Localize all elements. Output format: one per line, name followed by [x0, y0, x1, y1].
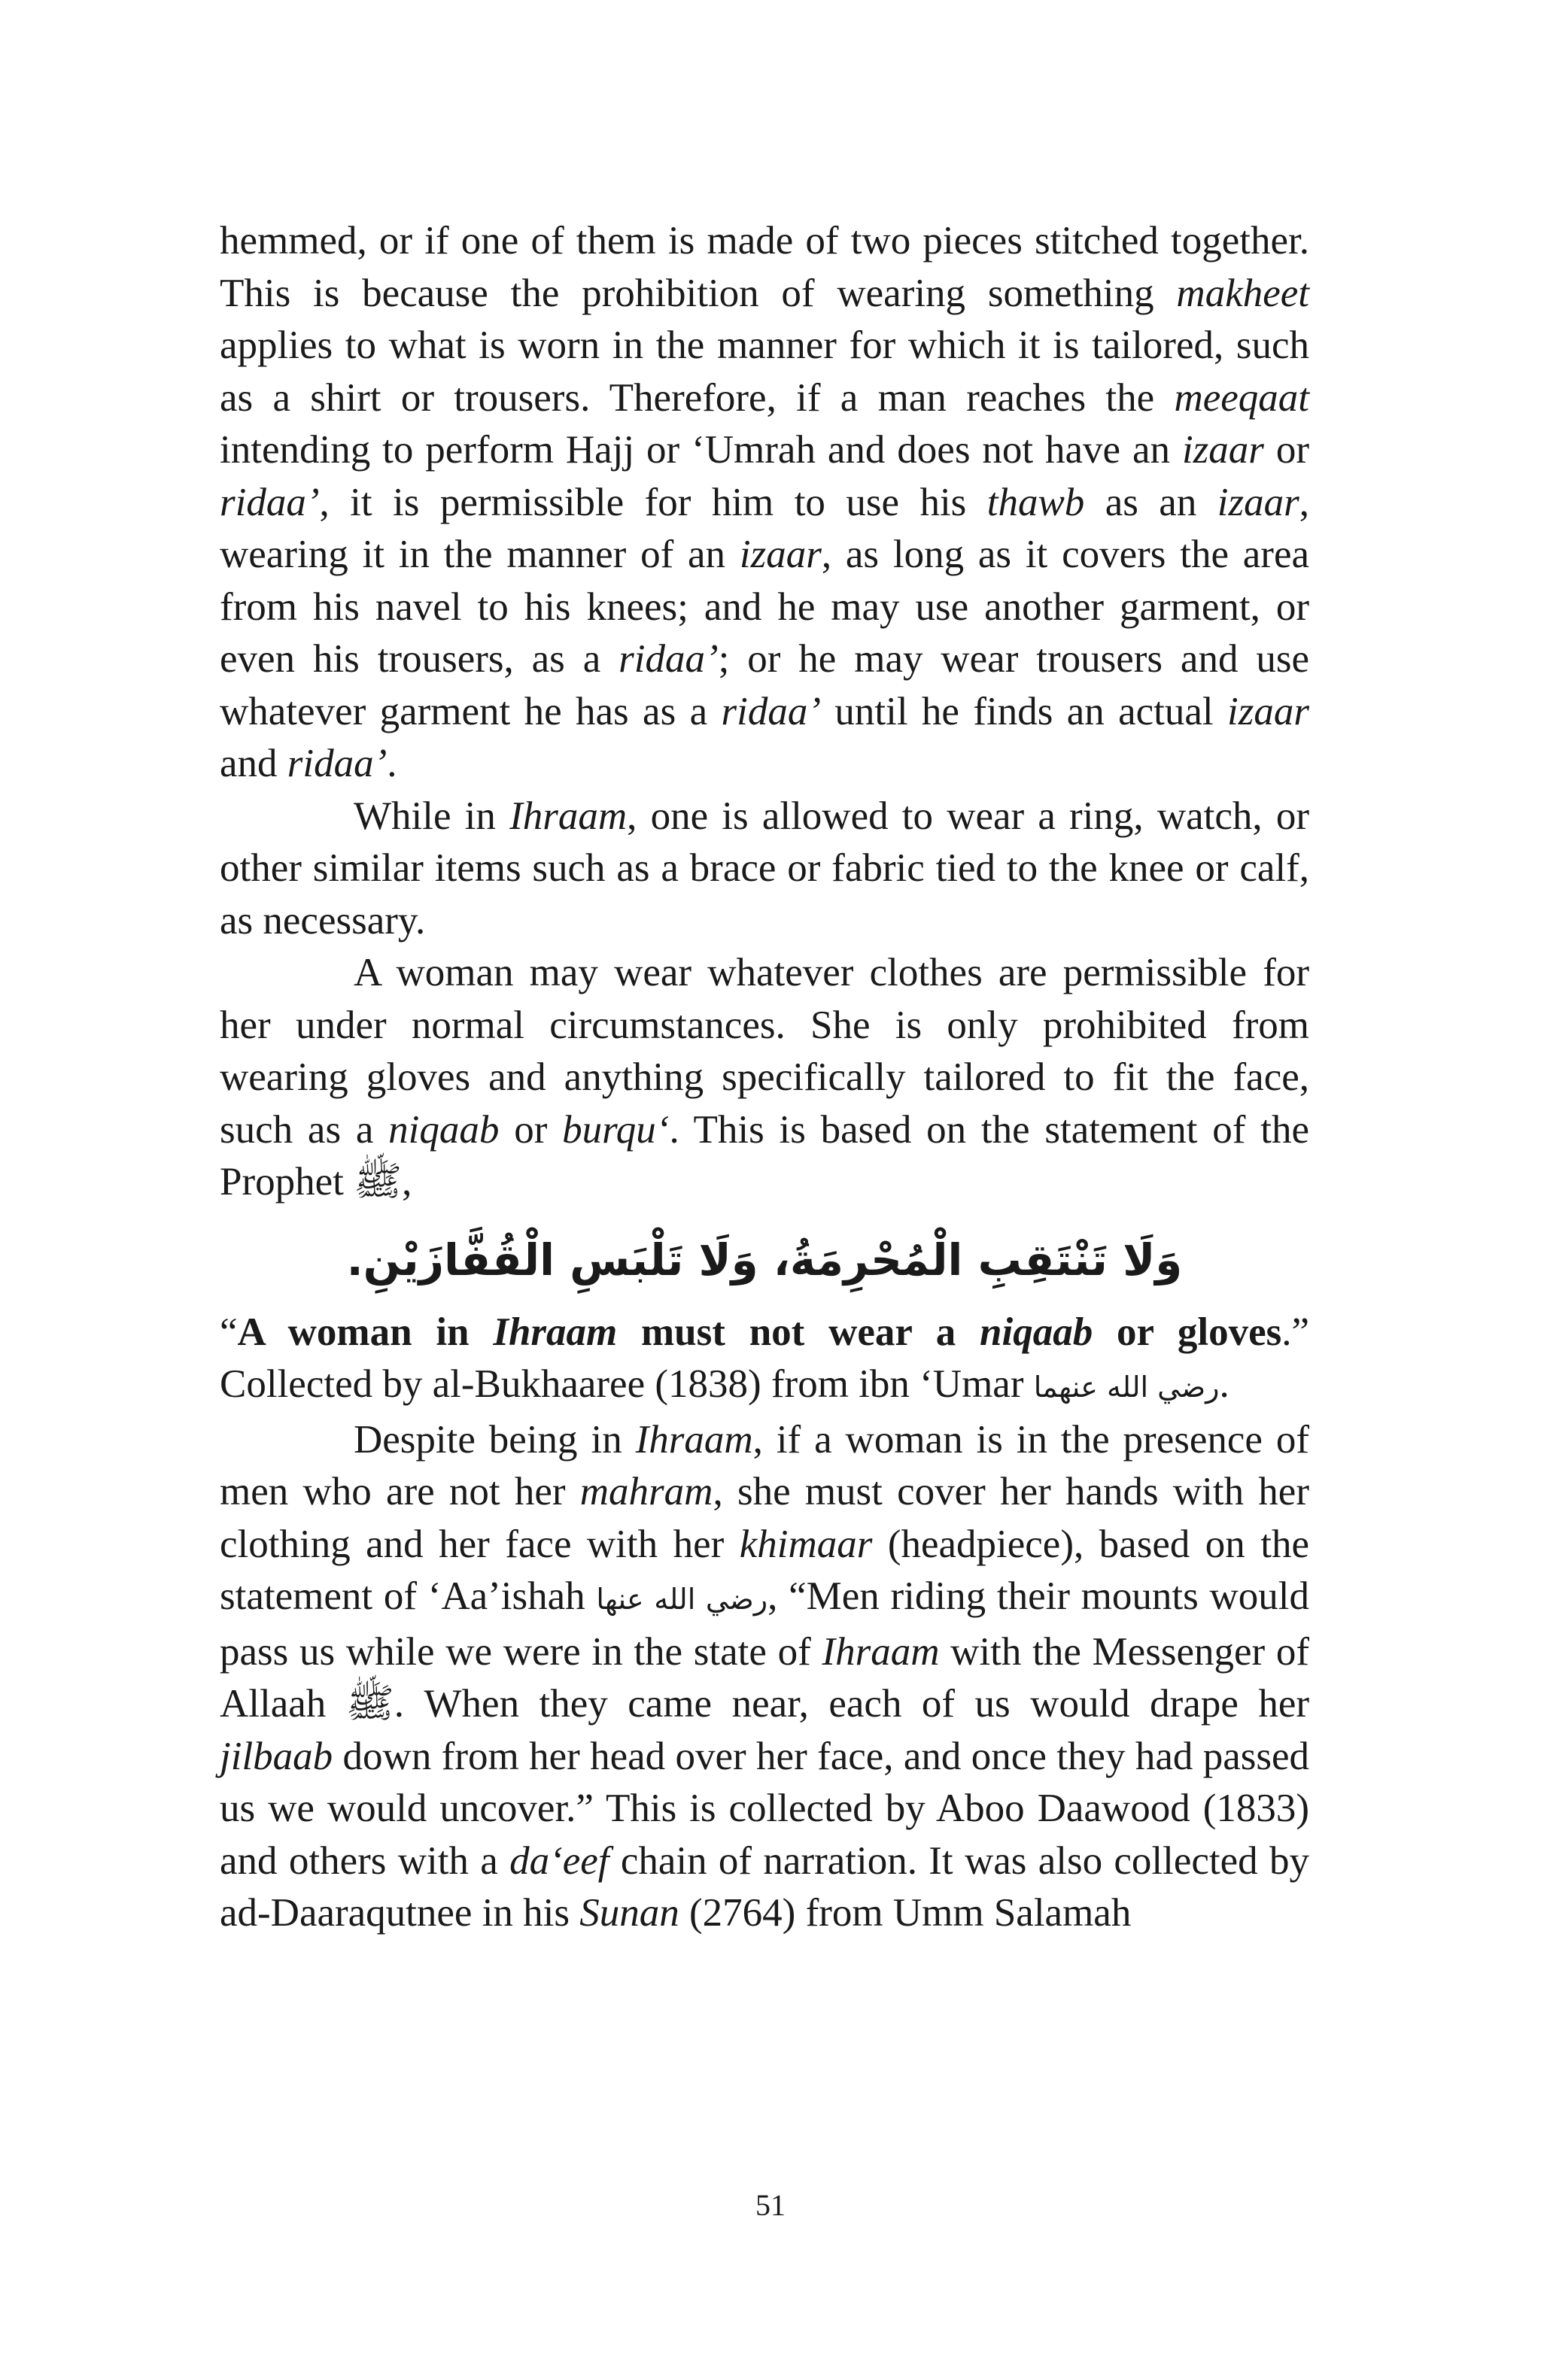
text-run: hemmed, or if one of them is made of two pieces stitched together. This is because the prohibition of wearing something: [220, 219, 1309, 315]
italic-term: Ihraam: [509, 794, 628, 838]
text-run: or: [1263, 428, 1309, 472]
italic-term: ridaa’: [287, 742, 388, 785]
text-run: down from her head over her face, and once they had passed us we would uncover.” This is collected by Aboo Daawood (1833) and others with a: [220, 1734, 1309, 1883]
text-run: . This is based on the statement of the Prophet ﷺ,: [220, 1107, 1309, 1204]
bold-span: [493, 1310, 617, 1354]
arabic-hadith: وَلَا تَنْتَقِبِ الْمُحْرِمَةُ، وَلَا تَلْبَسِ الْقُفَّازَيْنِ.: [346, 1234, 1183, 1286]
italic-term: Ihraam: [822, 1629, 940, 1674]
italic-term: mahram: [579, 1470, 713, 1513]
italic-term: niqaab: [388, 1107, 500, 1152]
italic-term: makheet: [1176, 271, 1309, 315]
italic-term: thawb: [986, 480, 1085, 524]
text-run: (2764) from Umm Salamah: [679, 1891, 1132, 1935]
italic-term: ridaa’: [220, 480, 320, 524]
italic-term: jilbaab: [220, 1734, 333, 1778]
text-run: .” Collected by al-Bukhaaree (1838) from ibn ‘Umar: [220, 1310, 1310, 1406]
italic-term: izaar: [1227, 689, 1310, 733]
text-run: , wearing it in the manner of an: [220, 480, 1309, 576]
text-run: , it is permissible for him to use his: [319, 480, 987, 524]
text-run: A woman may wear whatever clothes are permissible for her under normal circumstances. She is only prohibited from wearing gloves and anything specifically tailored to fit the face, such as a: [220, 951, 1309, 1152]
text-run: chain of narration. It was also collected by ad-Daaraqutnee in his: [220, 1838, 1309, 1935]
italic-term: da‘eef: [509, 1838, 609, 1883]
italic-term: Ihraam: [635, 1417, 753, 1462]
text-run: and: [220, 742, 287, 785]
text-run: , if a woman is in the presence of men who are not her: [220, 1417, 1309, 1513]
final-paragraph: [220, 1414, 1309, 1940]
bold-text: must not wear a: [617, 1310, 980, 1354]
text-run: .: [1219, 1362, 1229, 1406]
text-run: “: [220, 1310, 238, 1354]
text-run: , “Men riding their mounts would pass us while we were in the state of: [220, 1574, 1309, 1674]
text-run: , she must cover her hands with her clothing and her face with her: [220, 1470, 1309, 1566]
bold-text: A woman in: [237, 1310, 494, 1354]
italic-term: izaar: [1217, 480, 1299, 524]
paragraph: [220, 947, 1309, 1209]
hadith-translation-paragraph: [220, 1307, 1309, 1414]
text-run: or: [499, 1107, 563, 1152]
italic-term: meeqaat: [1174, 375, 1309, 420]
paragraph-group: [220, 215, 1309, 1209]
text-run: intending to perform Hajj or ‘Umrah and does not have an: [220, 428, 1182, 472]
text-run: with the Messenger of Allaah ﷺ. When they came near, each of us would drape her: [220, 1629, 1309, 1726]
italic-term: ridaa’: [619, 637, 719, 681]
italic-term: khimaar: [739, 1522, 873, 1566]
text-run: .: [387, 742, 397, 785]
italic-term: burqu‘: [562, 1107, 670, 1152]
body-text: [220, 215, 1309, 1940]
text-run: until he finds an actual: [821, 689, 1228, 733]
italic-term: izaar: [739, 533, 822, 576]
text-run: , one is allowed to wear a ring, watch, or other similar items such as a brace or fabric tied to the knee or calf, as necessary.: [220, 794, 1309, 943]
bold-span: [980, 1310, 1093, 1354]
italic-term: izaar: [1181, 428, 1264, 472]
bold-italic-term: Ihraam: [493, 1310, 618, 1354]
paragraph: [220, 215, 1309, 791]
text-run: Despite being in: [354, 1417, 636, 1462]
bold-italic-term: niqaab: [980, 1310, 1093, 1354]
italic-term: ridaa’: [721, 689, 821, 733]
italic-term: Sunan: [579, 1891, 679, 1935]
text-run: (headpiece), based on the statement of ‘Aa’ishah: [220, 1522, 1309, 1618]
text-run: ; or he may wear trousers and use whatever garment he has as a: [220, 637, 1310, 733]
text-run: as an: [1084, 480, 1217, 524]
honorific: رضي الله عنهما: [1033, 1371, 1220, 1404]
bold-text: or gloves: [1093, 1310, 1282, 1354]
paragraph: [220, 791, 1309, 948]
text-run: , as long as it covers the area from his navel to his knees; and he may use another garment, or even his trousers, as a: [220, 533, 1309, 681]
text-run: applies to what is worn in the manner for which it is tailored, such as a shirt or trousers. Therefore, if a man reaches the: [220, 323, 1309, 420]
text-run: While in: [354, 794, 510, 838]
page-number: 51: [755, 2188, 786, 2222]
honorific: رضي الله عنها: [596, 1583, 768, 1616]
